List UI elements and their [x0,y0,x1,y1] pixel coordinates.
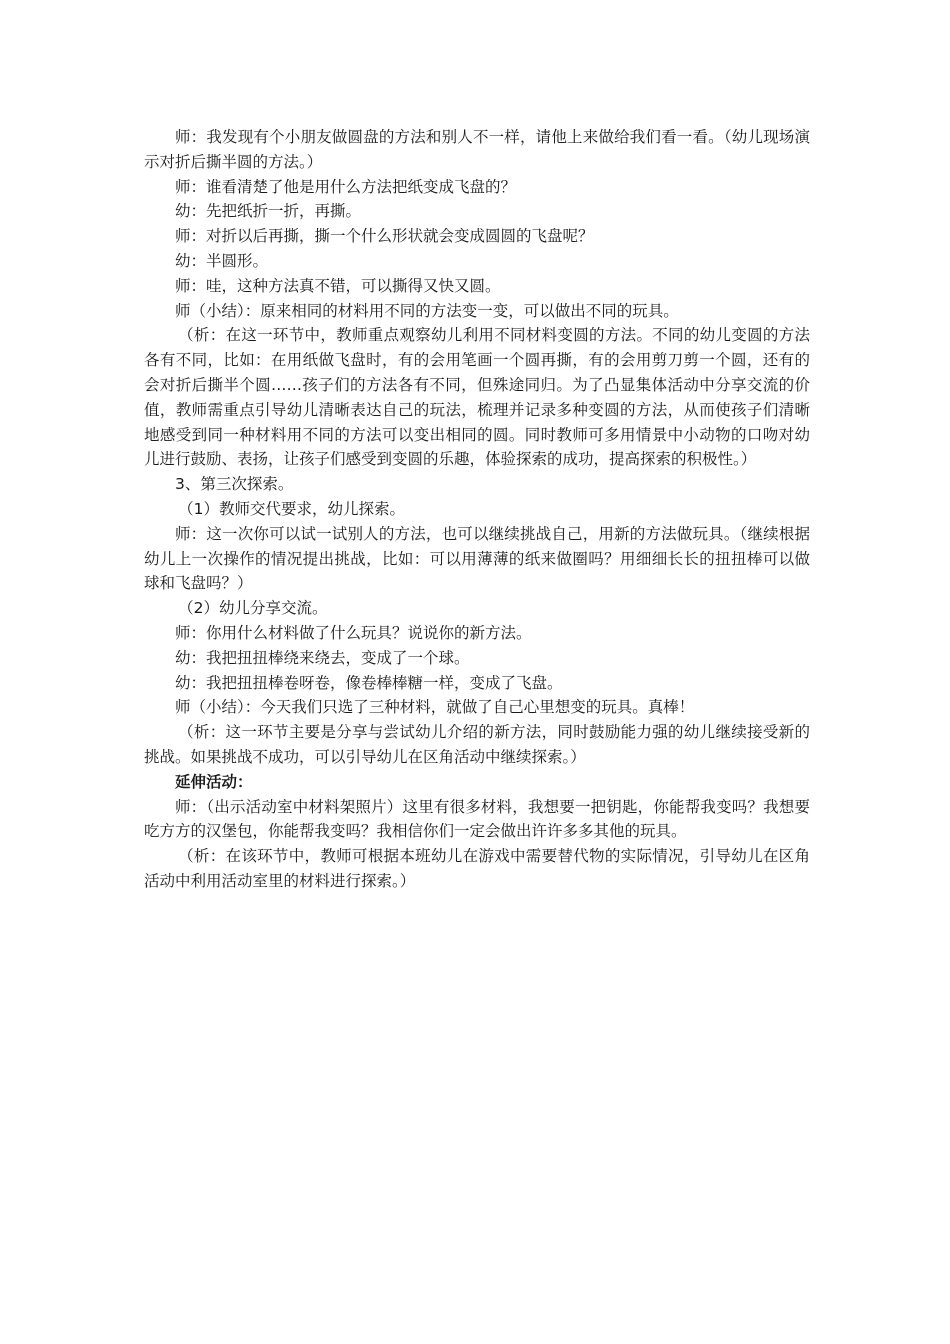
paragraph: 幼：半圆形。 [175,251,269,270]
summary-paragraph: 师（小结）：原来相同的材料用不同的方法变一变，可以做出不同的玩具。 [175,301,679,320]
paragraph: 幼：我把扭扭棒卷呀卷，像卷棒棒糖一样，变成了飞盘。 [175,673,563,692]
paragraph: 师：你用什么材料做了什么玩具？说说你的新方法。 [175,623,532,642]
section-heading: 3、第三次探索。 [175,475,294,494]
paragraph: 师：谁看清楚了他是用什么方法把纸变成飞盘的？ [175,177,517,196]
analysis-paragraph: （析：在该环节中，教师可根据本班幼儿在游戏中需要替代物的实际情况，引导幼儿在区角活动中利用活动室里的材料进行探索。） [144,847,810,890]
sub-step: （1）教师交代要求，幼儿探索。 [178,499,405,518]
paragraph: 师：我发现有个小朋友做圆盘的方法和别人不一样，请他上来做给我们看一看。（幼儿现场演示对折后撕半圆的方法。） [144,128,810,171]
paragraph: 师：对折以后再撕，撕一个什么形状就会变成圆圆的飞盘呢？ [175,227,594,246]
paragraph: 幼：先把纸折一折，再撕。 [175,202,362,221]
paragraph: 幼：我把扭扭棒绕来绕去，变成了一个球。 [175,648,470,667]
analysis-paragraph: （析：这一环节主要是分享与尝试幼儿介绍的新方法，同时鼓励能力强的幼儿继续接受新的挑战。如果挑战不成功，可以引导幼儿在区角活动中继续探索。） [144,723,810,766]
analysis-paragraph: （析：在这一环节中，教师重点观察幼儿利用不同材料变圆的方法。不同的幼儿变圆的方法各有不同，比如：在用纸做飞盘时，有的会用笔画一个圆再撕，有的会用剪刀剪一个圆，还有的会对折后撕半个圆……孩子们的方法各有不同，但殊途同归。为了凸显集体活动中分享交流的价值，教师需重点引导幼儿清晰表达自己的玩法，梳理并记录多种变圆的方法，从而使孩子们清晰地感受到同一种材料用不同的方法可以变出相同的圆。同时教师可多用情景中小动物的口吻对幼儿进行鼓励、表扬，让孩子们感受到变圆的乐趣，体验探索的成功，提高探索的积极性。） [144,326,810,469]
paragraph: 师：（出示活动室中材料架照片）这里有很多材料，我想要一把钥匙，你能帮我变吗？我想要吃方方的汉堡包，你能帮我变吗？我相信你们一定会做出许许多多其他的玩具。 [144,797,810,841]
paragraph: 师：这一次你可以试一试别人的方法，也可以继续挑战自己，用新的方法做玩具。（继续根据幼儿上一次操作的情况提出挑战，比如：可以用薄薄的纸来做圈吗？用细细长长的扭扭棒可以做球和飞盘吗？） [144,524,810,593]
summary-paragraph: 师（小结）：今天我们只选了三种材料，就做了自己心里想变的玩具。真棒！ [175,698,695,717]
document-page [144,125,810,894]
paragraph: 师：哇，这种方法真不错，可以撕得又快又圆。 [175,276,501,295]
extension-heading: 延伸活动： [175,772,253,791]
sub-step: （2）幼儿分享交流。 [178,599,328,618]
